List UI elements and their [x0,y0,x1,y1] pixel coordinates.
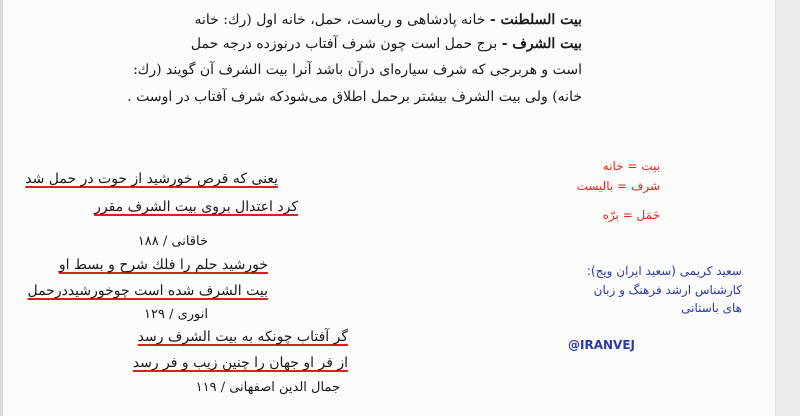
definition-text-2: برج حمل است چون شرف آفتاب درنوزده درجه حمل [190,36,498,52]
definition-line-1 [195,10,583,30]
author-title-2: های باستانی [681,301,742,315]
verse-1a: یعنی که قرص خورشید از حوت در حمل شد [25,171,278,187]
source-2: انوری / ۱۲۹ [144,307,208,322]
term-bait-al-saltanat: بیت السلطنت - [489,12,582,28]
author-title: کارشناس ارشد فرهنگ و زبان [593,283,742,297]
source-3: جمال الدین اصفهانی / ۱۱۹ [195,380,340,395]
definition-line-3: است و هربرجی که شرف سیاره‌ای درآن باشد آنرا بیت الشرف آن گویند (رك: [133,62,582,78]
verse-3a: گر آفتاب چونکه به بیت الشرف رسد [137,329,348,345]
verse-2a: خورشید حلم را فلك شرح و بسط او [58,257,268,273]
annotation-hamal: حَمَل = برّه [602,208,660,222]
term-bait-al-sharaf: بیت الشرف - [501,36,582,52]
annotation-bait: بیت = خانه [602,159,660,173]
page-edge-right [775,0,800,416]
channel-handle: @IRANVEJ [568,338,635,352]
page-edge-left [0,0,3,416]
verse-3b: از فر او جهان را چنین زیب و فر رسد [132,355,348,371]
annotation-sharaf: شرف = بالیست [576,179,660,193]
verse-1b: کرد اعتدال بروی بیت الشرف مقرر [94,199,298,215]
definition-line-2 [191,34,582,54]
definition-text-1: خانه پادشاهی و ریاست، حمل، خانه اول (رك: خانه [194,12,486,28]
source-1: خاقانی / ۱۸۸ [137,234,208,249]
definition-line-4: خانه) ولی بیت الشرف بیشتر برحمل اطلاق می‌شودکه شرف آفتاب در اوست . [127,89,582,105]
author-name: سعید کریمی (سعید ایران ویج): [586,264,742,278]
verse-2b: بیت الشرف شده است چوخورشیددرحمل [27,283,268,299]
